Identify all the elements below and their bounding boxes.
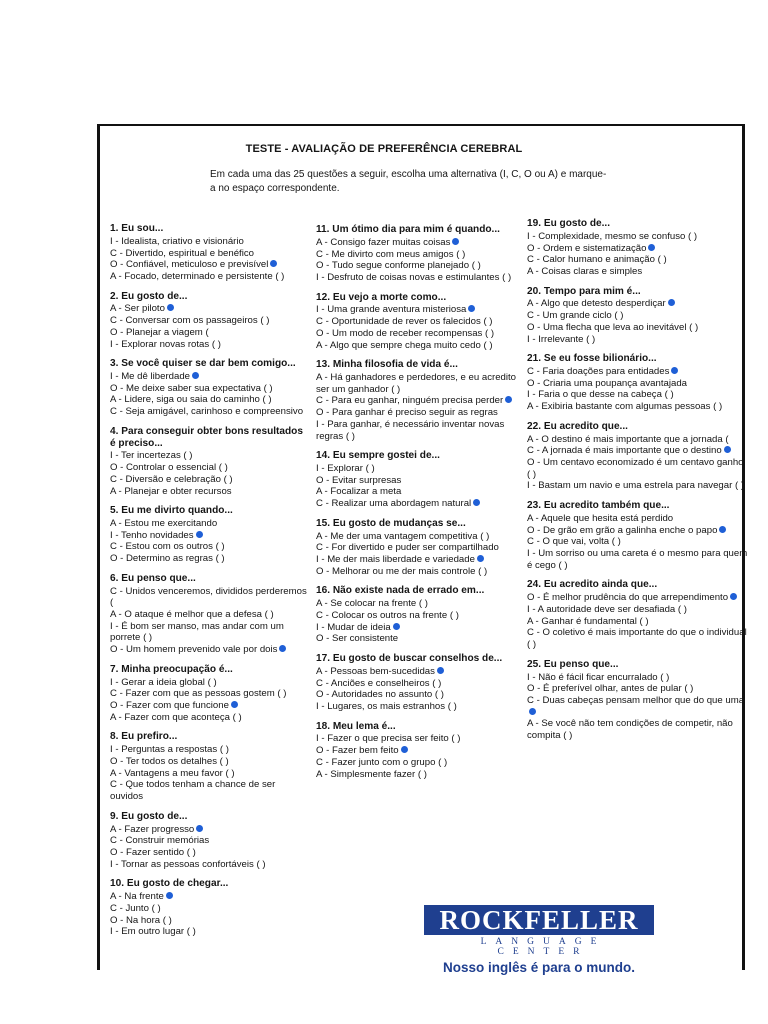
question-block <box>110 505 310 565</box>
logo-brand: ROCKFELLER <box>424 905 654 935</box>
answer-option[interactable]: I - Complexidade, mesmo se confuso ( ) <box>527 230 698 242</box>
question-block <box>110 291 310 351</box>
answer-option[interactable]: I - É bom ser manso, mas andar com um porrete ( ) <box>110 620 284 644</box>
question-block <box>316 224 526 284</box>
question-heading: 9. Eu gosto de... <box>110 810 188 822</box>
question-block <box>527 500 749 571</box>
answer-option[interactable]: I - Gerar a ideia global ( ) <box>110 676 217 688</box>
question-block <box>316 359 526 442</box>
answer-option[interactable]: I - Perguntas a respostas ( ) <box>110 744 229 756</box>
answer-option[interactable]: A - Focalizar a meta <box>316 486 402 498</box>
answer-option[interactable]: C - Unidos venceremos, divididos perderemos ( <box>110 585 307 609</box>
answer-mark-icon <box>671 367 678 374</box>
answer-mark-icon <box>468 305 475 312</box>
question-block <box>316 292 526 352</box>
answer-option[interactable]: O - De grão em grão a galinha enche o papo <box>527 525 749 537</box>
answer-mark-icon <box>437 667 444 674</box>
answer-option[interactable]: A - O destino é mais importante que a jornada ( <box>527 433 729 445</box>
rockfeller-logo <box>424 905 654 975</box>
answer-option[interactable]: I - Me der mais liberdade e variedade <box>316 554 526 566</box>
answer-option[interactable]: I - Irrelevante ( ) <box>527 333 596 345</box>
question-block <box>527 579 749 650</box>
question-block <box>527 286 749 346</box>
question-block <box>527 421 749 492</box>
question-heading: 21. Se eu fosse bilionário... <box>527 353 657 365</box>
answer-option[interactable]: I - Um sorriso ou uma careta é o mesmo para quem é cego ( ) <box>527 548 748 571</box>
answer-option[interactable]: O - Um centavo economizado é um centavo ganho ( ) <box>527 457 744 480</box>
answer-option[interactable]: O - Um modo de receber recompensas ( ) <box>316 327 495 339</box>
answer-option[interactable]: O - Para ganhar é preciso seguir as regras <box>316 407 498 419</box>
question-column-3 <box>527 218 749 750</box>
question-heading: 7. Minha preocupação é... <box>110 663 233 675</box>
answer-option[interactable]: A - Consigo fazer muitas coisas <box>316 237 526 249</box>
answer-option[interactable]: I - Uma grande aventura misteriosa <box>316 304 526 316</box>
answer-option[interactable]: C - Conversar com os passageiros ( ) <box>110 315 270 327</box>
answer-option[interactable]: O - Determino as regras ( ) <box>110 553 225 565</box>
question-heading: 22. Eu acredito que... <box>527 420 628 432</box>
answer-option[interactable]: O - Uma flecha que leva ao inevitável ( ) <box>527 321 699 333</box>
answer-option[interactable]: A - Planejar e obter recursos <box>110 485 232 497</box>
answer-option[interactable]: I - Mudar de ideia <box>316 622 526 634</box>
answer-option[interactable]: C - Divertido, espiritual e benéfico <box>110 247 254 259</box>
answer-option[interactable]: I - A autoridade deve ser desafiada ( ) <box>527 603 687 615</box>
answer-mark-icon <box>477 555 484 562</box>
answer-option[interactable]: I - Explorar ( ) <box>316 463 375 475</box>
answer-option[interactable]: A - Há ganhadores e perdedores, e eu acredito ser um ganhador ( ) <box>316 372 517 395</box>
answer-option[interactable]: C - Fazer com que as pessoas gostem ( ) <box>110 688 287 700</box>
answer-option[interactable]: C - O que vai, volta ( ) <box>527 536 621 548</box>
answer-option[interactable]: I - Bastam um navio e uma estrela para navegar ( ) <box>527 480 745 492</box>
answer-option[interactable]: O - Criaria uma poupança avantajada <box>527 377 687 389</box>
answer-option[interactable]: O - É preferível olhar, antes de pular ( ) <box>527 683 694 695</box>
question-block <box>316 450 526 510</box>
answer-option[interactable]: I - Tenho novidades <box>110 530 310 542</box>
answer-option[interactable]: I - Fazer o que precisa ser feito ( ) <box>316 733 461 745</box>
question-heading: 5. Eu me divirto quando... <box>110 505 233 517</box>
question-heading: 8. Eu prefiro... <box>110 731 178 743</box>
answer-option[interactable]: O - Um homem prevenido vale por dois <box>110 644 310 656</box>
answer-option[interactable]: C - Oportunidade de rever os falecidos ( ) <box>316 316 493 328</box>
answer-mark-icon <box>393 623 400 630</box>
question-block <box>110 731 310 802</box>
answer-option[interactable]: A - Lidere, siga ou saia do caminho ( ) <box>110 394 272 406</box>
question-block <box>110 426 310 497</box>
answer-option[interactable]: O - Evitar surpresas <box>316 474 402 486</box>
answer-option[interactable]: C - Calor humano e animação ( ) <box>527 254 667 266</box>
question-heading: 24. Eu acredito ainda que... <box>527 579 658 591</box>
answer-option[interactable]: A - Exibiria bastante com algumas pessoas ( ) <box>527 401 723 413</box>
answer-option[interactable]: O - Controlar o essencial ( ) <box>110 462 228 474</box>
question-block <box>316 518 526 578</box>
answer-mark-icon <box>730 593 737 600</box>
answer-option[interactable]: O - Fazer sentido ( ) <box>110 846 196 858</box>
answer-mark-icon <box>196 825 203 832</box>
question-heading: 4. Para conseguir obter bons resultados é preciso... <box>110 425 303 449</box>
answer-mark-icon <box>529 708 536 715</box>
answer-option[interactable]: I - Faria o que desse na cabeça ( ) <box>527 389 674 401</box>
answer-option[interactable]: C - O coletivo é mais importante do que o individual ( ) <box>527 627 747 651</box>
answer-option[interactable]: C - Construir memórias <box>110 835 210 847</box>
answer-option[interactable]: A - Coisas claras e simples <box>527 265 643 277</box>
answer-option[interactable]: C - Que todos tenham a chance de ser ouvidos <box>110 779 276 803</box>
answer-mark-icon <box>719 526 726 533</box>
answer-option[interactable]: I - Em outro lugar ( ) <box>110 926 196 938</box>
question-block <box>316 653 526 713</box>
answer-option[interactable]: A - Algo que sempre chega muito cedo ( ) <box>316 339 493 351</box>
answer-option[interactable]: I - Tornar as pessoas confortáveis ( ) <box>110 858 266 870</box>
logo-subtitle: LANGUAGE CENTER <box>480 937 606 957</box>
answer-option[interactable]: C - Diversão e celebração ( ) <box>110 473 233 485</box>
answer-option[interactable]: I - Explorar novas rotas ( ) <box>110 338 221 350</box>
answer-mark-icon <box>505 396 512 403</box>
question-heading: 23. Eu acredito também que... <box>527 500 670 512</box>
answer-mark-icon <box>192 372 199 379</box>
question-block <box>110 573 310 656</box>
answer-mark-icon <box>196 531 203 538</box>
answer-option[interactable]: C - Fazer junto com o grupo ( ) <box>316 756 448 768</box>
answer-option[interactable]: A - Fazer com que aconteça ( ) <box>110 711 242 723</box>
question-heading: 6. Eu penso que... <box>110 572 196 584</box>
answer-option[interactable]: A - Vantagens a meu favor ( ) <box>110 767 235 779</box>
question-heading: 14. Eu sempre gostei de... <box>316 450 440 462</box>
answer-option[interactable]: O - É melhor prudência do que arrependimento <box>527 592 749 604</box>
question-heading: 10. Eu gosto de chegar... <box>110 878 229 890</box>
answer-option[interactable]: I - Ter incertezas ( ) <box>110 450 193 462</box>
question-heading: 19. Eu gosto de... <box>527 218 611 229</box>
answer-mark-icon <box>167 304 174 311</box>
answer-option[interactable]: O - Fazer bem feito <box>316 745 526 757</box>
question-heading: 16. Não existe nada de errado em... <box>316 585 485 597</box>
answer-option[interactable]: C - Estou com os outros ( ) <box>110 541 225 553</box>
question-heading: 18. Meu lema é... <box>316 720 396 732</box>
answer-option[interactable]: C - Um grande ciclo ( ) <box>527 310 624 322</box>
answer-option[interactable]: C - A jornada é mais importante que o destino <box>527 445 749 457</box>
answer-option[interactable]: A - Se colocar na frente ( ) <box>316 598 428 610</box>
logo-slogan: Nosso inglês é para o mundo. <box>442 960 636 975</box>
answer-option[interactable]: C - Junto ( ) <box>110 902 161 914</box>
document-title: TESTE - AVALIAÇÃO DE PREFERÊNCIA CEREBRAL <box>245 143 523 155</box>
answer-option[interactable]: C - For divertido e puder ser compartilhado <box>316 542 499 554</box>
answer-option[interactable]: A - Focado, determinado e persistente ( ) <box>110 270 285 282</box>
answer-option[interactable]: A - Algo que detesto desperdiçar <box>527 298 749 310</box>
answer-option[interactable]: O - Fazer com que funcione <box>110 700 310 712</box>
answer-option[interactable]: C - Seja amigável, carinhoso e compreensivo <box>110 406 304 418</box>
answer-option[interactable]: O - Ser consistente <box>316 633 399 645</box>
answer-option[interactable]: C - Duas cabeças pensam melhor que do que uma <box>527 695 749 718</box>
answer-mark-icon <box>452 238 459 245</box>
answer-option[interactable]: O - Ter todos os detalhes ( ) <box>110 755 229 767</box>
answer-option[interactable]: O - Autoridades no assunto ( ) <box>316 689 444 701</box>
question-heading: 3. Se você quiser se dar bem comigo... <box>110 358 296 370</box>
answer-option[interactable]: C - Me divirto com meus amigos ( ) <box>316 248 466 260</box>
answer-mark-icon <box>270 260 277 267</box>
answer-option[interactable]: O - Melhorar ou me der mais controle ( ) <box>316 565 488 577</box>
answer-option[interactable]: I - Me dê liberdade <box>110 371 310 383</box>
question-block <box>316 585 526 645</box>
answer-mark-icon <box>401 746 408 753</box>
answer-option[interactable]: O - Tudo segue conforme planejado ( ) <box>316 260 481 272</box>
answer-option[interactable]: I - Idealista, criativo e visionário <box>110 235 244 247</box>
answer-option[interactable]: A - Ser piloto <box>110 303 310 315</box>
answer-option[interactable]: A - O ataque é melhor que a defesa ( ) <box>110 609 274 621</box>
question-block <box>110 878 310 938</box>
answer-option[interactable]: C - Colocar os outros na frente ( ) <box>316 609 459 621</box>
answer-mark-icon <box>648 244 655 251</box>
answer-option[interactable]: I - Para ganhar, é necessário inventar novas regras ( ) <box>316 418 505 442</box>
answer-option[interactable]: C - Faria doações para entidades <box>527 366 749 378</box>
question-block <box>527 353 749 413</box>
question-column-1 <box>110 223 310 946</box>
answer-option[interactable]: I - Não é fácil ficar encurralado ( ) <box>527 671 670 683</box>
answer-option[interactable]: A - Se você não tem condições de competir, não compita ( ) <box>527 718 733 742</box>
question-block <box>110 223 310 283</box>
answer-option[interactable]: A - Fazer progresso <box>110 824 310 836</box>
answer-option[interactable]: A - Aquele que hesita está perdido <box>527 512 674 524</box>
answer-mark-icon <box>668 299 675 306</box>
answer-option[interactable]: C - Realizar uma abordagem natural <box>316 498 526 510</box>
question-block <box>316 721 526 781</box>
question-heading: 12. Eu vejo a morte como... <box>316 291 447 303</box>
question-heading: 17. Eu gosto de buscar conselhos de... <box>316 653 503 665</box>
answer-option[interactable]: O - Planejar a viagem ( <box>110 326 209 338</box>
question-block <box>110 811 310 871</box>
answer-option[interactable]: A - Simplesmente fazer ( ) <box>316 768 427 780</box>
question-heading: 20. Tempo para mim é... <box>527 285 641 297</box>
answer-mark-icon <box>231 701 238 708</box>
question-heading: 15. Eu gosto de mudanças se... <box>316 517 466 529</box>
question-heading: 2. Eu gosto de... <box>110 290 188 302</box>
answer-mark-icon <box>473 499 480 506</box>
question-block <box>110 358 310 418</box>
answer-option[interactable]: A - Me der uma vantagem competitiva ( ) <box>316 530 490 542</box>
question-block <box>527 659 749 742</box>
answer-option[interactable]: O - Me deixe saber sua expectativa ( ) <box>110 382 273 394</box>
answer-option[interactable]: A - Pessoas bem-sucedidas <box>316 666 526 678</box>
question-block <box>110 664 310 724</box>
answer-option[interactable]: A - Estou me exercitando <box>110 518 218 530</box>
question-heading: 25. Eu penso que... <box>527 658 619 670</box>
answer-option[interactable]: O - Confiável, meticuloso e previsível <box>110 259 310 271</box>
question-block <box>527 218 749 278</box>
question-heading: 13. Minha filosofia de vida é... <box>316 359 458 371</box>
question-heading: 11. Um ótimo dia para mim é quando... <box>316 224 500 235</box>
answer-mark-icon <box>279 645 286 652</box>
answer-mark-icon <box>724 446 731 453</box>
answer-option[interactable]: I - Desfruto de coisas novas e estimulantes ( ) <box>316 271 512 283</box>
answer-option[interactable]: O - Na hora ( ) <box>110 914 172 926</box>
answer-option[interactable]: A - Ganhar é fundamental ( ) <box>527 615 649 627</box>
question-heading: 1. Eu sou... <box>110 223 164 234</box>
question-column-2 <box>316 224 526 788</box>
answer-option[interactable]: I - Lugares, os mais estranhos ( ) <box>316 700 457 712</box>
document-intro: Em cada uma das 25 questões a seguir, escolha uma alternativa (I, C, O ou A) e marque-a no espaço correspondente. <box>210 169 607 194</box>
answer-option[interactable]: C - Para eu ganhar, ninguém precisa perder <box>316 395 526 407</box>
answer-mark-icon <box>166 892 173 899</box>
answer-option[interactable]: A - Na frente <box>110 891 310 903</box>
answer-option[interactable]: O - Ordem e sistematização <box>527 243 749 255</box>
answer-option[interactable]: C - Anciões e conselheiros ( ) <box>316 677 442 689</box>
